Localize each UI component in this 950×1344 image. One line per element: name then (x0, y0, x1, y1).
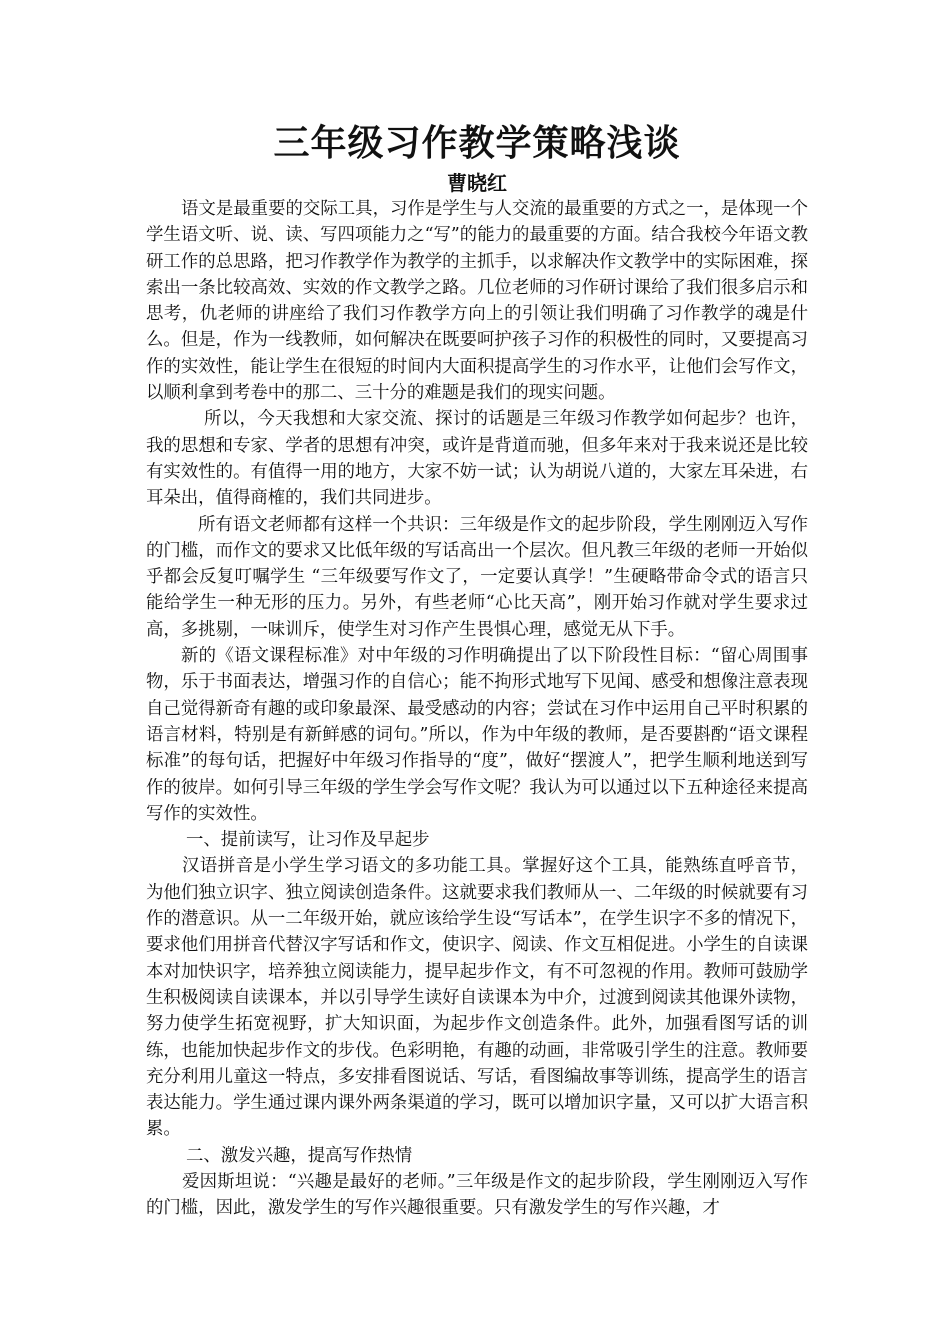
paragraph-topic: 所以，今天我想和大家交流、探讨的话题是三年级习作教学如何起步？也许，我的思想和专家、学者的思想有冲突，或许是背道而驰，但多年来对于我来说还是比较有实效性的。有值得一用的地方，大家不妨一试；认为胡说八道的，大家左耳朵进，右耳朵出，值得商榷的，我们共同进步。 (146, 409, 808, 509)
paragraph-consensus: 所有语文老师都有这样一个共识：三年级是作文的起步阶段，学生刚刚迈入写作的门槛，而作文的要求又比低年级的写话高出一个层次。但凡教三年级的老师一开始似乎都会反复叮嘱学生 “三年级要写作文了，一定要认真学！”生硬略带命令式的语言只能给学生一种无形的压力。另外，有些老师“心比天高”，刚开始习作就对学生要求过高，多挑剔，一味训斥，使学生对习作产生畏惧心理，感觉无从下手。 (146, 514, 808, 640)
section-heading-2: 二、激发兴趣，提高写作热情 (186, 1145, 413, 1166)
paragraph-intro: 语文是最重要的交际工具，习作是学生与人交流的最重要的方式之一，是体现一个学生语文听、说、读、写四项能力之“写”的能力的最重要的方面。结合我校今年语文教研工作的总思路，把习作教学作为教学的主抓手，以求解决作文教学中的实际困难，探索出一条比较高效、实效的作文教学之路。几位老师的习作研讨课给了我们很多启示和思考，仇老师的讲座给了我们习作教学方向上的引领让我们明确了习作教学的魂是什么。但是，作为一线教师，如何解决在既要呵护孩子习作的积极性的同时，又要提高习作的实效性，能让学生在很短的时间内大面积提高学生的习作水平，让他们会写作文，以顺利拿到考卷中的那二、三十分的难题是我们的现实问题。 (146, 199, 808, 404)
paragraph-section-1: 汉语拼音是小学生学习语文的多功能工具。掌握好这个工具，能熟练直呼音节，为他们独立识字、独立阅读创造条件。这就要求我们教师从一、二年级的时候就要有习作的潜意识。从一二年级开始，就应该给学生设“写话本”，在学生识字不多的情况下，要求他们用拼音代替汉字写话和作文，使识字、阅读、作文互相促进。小学生的自读课本对加快识字，培养独立阅读能力，提早起步作文，有不可忽视的作用。教师可鼓励学生积极阅读自读课本，并以引导学生读好自读课本为中介，过渡到阅读其他课外读物，努力使学生拓宽视野，扩大知识面，为起步作文创造条件。此外，加强看图写话的训练，也能加快起步作文的步伐。色彩明艳，有趣的动画，非常吸引学生的注意。教师要充分利用儿童这一特点，多安排看图说话、写话，看图编故事等训练，提高学生的语言表达能力。学生通过课内课外两条渠道的学习，既可以增加识字量，又可以扩大语言积累。 (146, 856, 808, 1140)
document-title: 三年级习作教学策略浅谈 (273, 123, 681, 164)
section-heading-1: 一、提前读写，让习作及早起步 (186, 830, 430, 851)
document-author: 曹晓红 (447, 171, 507, 195)
paragraph-section-2: 爱因斯坦说：“兴趣是最好的老师。”三年级是作文的起步阶段，学生刚刚迈入写作的门槛，因此，激发学生的写作兴趣很重要。只有激发学生的写作兴趣，才 (146, 1171, 808, 1219)
paragraph-curriculum-standard: 新的《语文课程标准》对中年级的习作明确提出了以下阶段性目标：“留心周围事物，乐于书面表达，增强习作的自信心；能不拘形式地写下见闻、感受和想像注意表现自己觉得新奇有趣的或印象最深、最受感动的内容；尝试在习作中运用自己平时积累的语言材料，特别是有新鲜感的词句。”所以，作为中年级的教师，是否要斟酌“语文课程标准”的每句话，把握好中年级习作指导的“度”，做好“摆渡人”，把学生顺利地送到写作的彼岸。如何引导三年级的学生学会写作文呢？我认为可以通过以下五种途径来提高写作的实效性。 (146, 646, 808, 824)
document-page (146, 118, 808, 1222)
